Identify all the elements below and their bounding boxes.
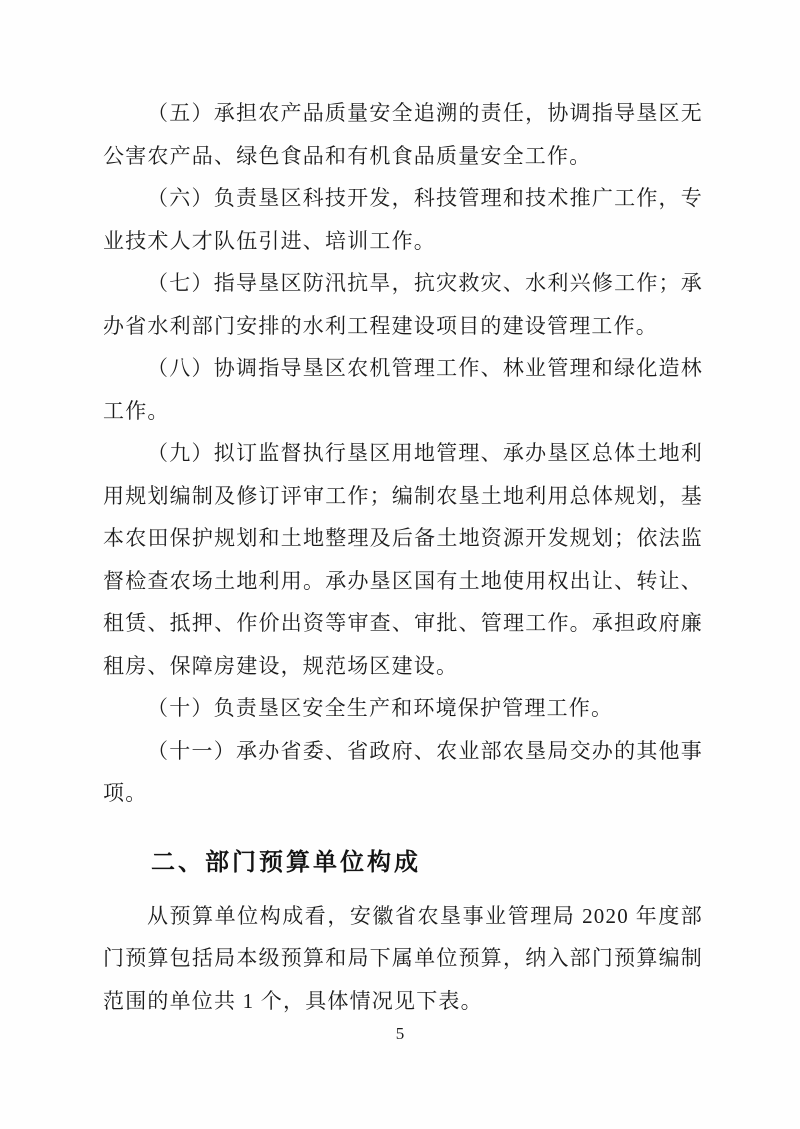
budget-composition-paragraph: 从预算单位构成看，安徽省农垦事业管理局 2020 年度部门预算包括局本级预算和局下属单位预算，纳入部门预算编制范围的单位共 1 个，具体情况见下表。 (103, 903, 703, 1013)
duty-paragraph-9: （九）拟订监督执行垦区用地管理、承办垦区总体土地利用规划编制及修订评审工作；编制农垦土地利用总体规划，基本农田保护规划和土地整理及后备土地资源开发规划；依法监督检查农场土地利用。承办垦区国有土地使用权出让、转让、租赁、抵押、作价出资等审查、审批、管理工作。承担政府廉租房、保障房建设，规范场区建设。 (103, 441, 703, 678)
duty-paragraph-7: （七）指导垦区防汛抗旱，抗灾救灾、水利兴修工作；承办省水利部门安排的水利工程建设项目的建设管理工作。 (103, 271, 703, 338)
duty-paragraph-5: （五）承担农产品质量安全追溯的责任，协调指导垦区无公害农产品、绿色食品和有机食品质量安全工作。 (103, 101, 703, 168)
duty-paragraph-10: （十）负责垦区安全生产和环境保护管理工作。 (147, 696, 614, 720)
duty-paragraph-8: （八）协调指导垦区农机管理工作、林业管理和绿化造林工作。 (103, 356, 703, 423)
section-heading-budget-units: 二、部门预算单位构成 (151, 848, 421, 876)
page-number: 5 (395, 1024, 405, 1043)
duty-paragraph-11: （十一）承办省委、省政府、农业部农垦局交办的其他事项。 (103, 738, 703, 805)
duty-paragraph-6: （六）负责垦区科技开发，科技管理和技术推广工作，专业技术人才队伍引进、培训工作。 (103, 186, 703, 253)
page-content (103, 92, 703, 1022)
